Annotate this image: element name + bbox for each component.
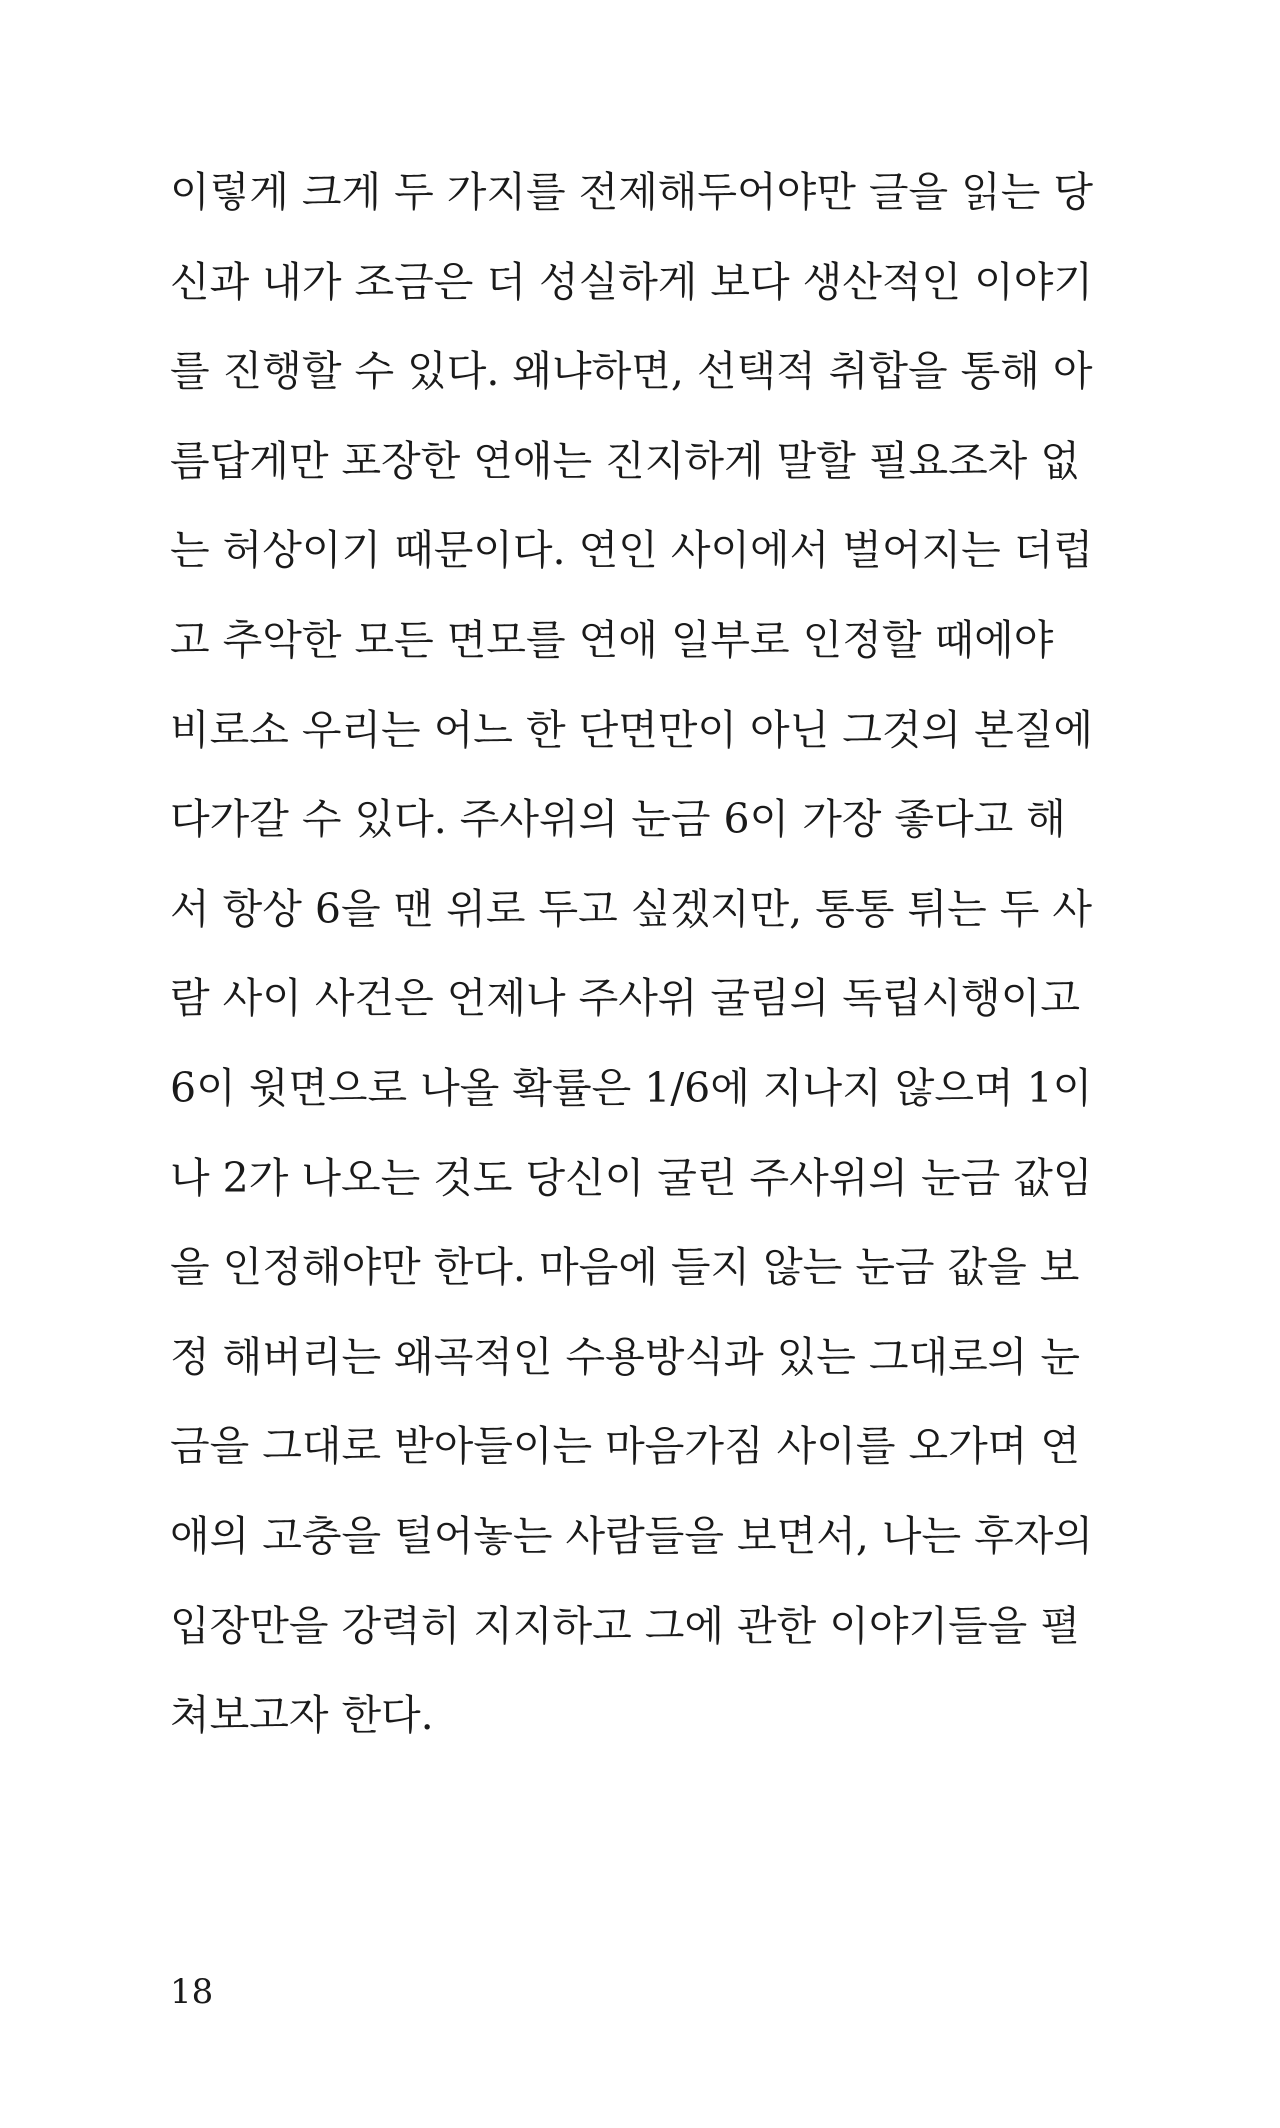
text-line-8: 다가갈 수 있다. 주사위의 눈금 6이 가장 좋다고 해	[170, 795, 1066, 844]
text-line-14: 정 해버리는 왜곡적인 수용방식과 있는 그대로의 눈	[170, 1332, 1080, 1381]
text-line-4: 름답게만 포장한 연애는 진지하게 말할 필요조차 없	[170, 436, 1080, 485]
text-line-15: 금을 그대로 받아들이는 마음가짐 사이를 오가며 연	[170, 1422, 1080, 1471]
text-line-16: 애의 고충을 털어놓는 사람들을 보면서, 나는 후자의	[170, 1511, 1093, 1560]
text-line-5: 는 허상이기 때문이다. 연인 사이에서 벌어지는 더럽	[170, 526, 1093, 575]
text-line-3: 를 진행할 수 있다. 왜냐하면, 선택적 취합을 통해 아	[170, 347, 1093, 396]
body-text	[170, 148, 1093, 1761]
text-line-11: 6이 윗면으로 나올 확률은 1/6에 지나지 않으며 1이	[170, 1063, 1093, 1112]
text-line-2: 신과 내가 조금은 더 성실하게 보다 생산적인 이야기	[170, 257, 1093, 306]
text-line-18: 쳐보고자 한다.	[170, 1691, 434, 1740]
text-line-6: 고 추악한 모든 면모를 연애 일부로 인정할 때에야	[170, 615, 1054, 664]
text-line-9: 서 항상 6을 맨 위로 두고 싶겠지만, 통통 튀는 두 사	[170, 884, 1092, 933]
text-line-12: 나 2가 나오는 것도 당신이 굴린 주사위의 눈금 값임	[170, 1153, 1093, 1202]
text-line-7: 비로소 우리는 어느 한 단면만이 아닌 그것의 본질에	[170, 705, 1093, 754]
text-line-1: 이렇게 크게 두 가지를 전제해두어야만 글을 읽는 당	[170, 168, 1093, 216]
page-number: 18	[170, 1972, 214, 2012]
text-line-13: 을 인정해야만 한다. 마음에 들지 않는 눈금 값을 보	[170, 1243, 1080, 1292]
text-line-10: 람 사이 사건은 언제나 주사위 굴림의 독립시행이고	[170, 974, 1080, 1023]
text-line-17: 입장만을 강력히 지지하고 그에 관한 이야기들을 펼	[170, 1601, 1080, 1650]
